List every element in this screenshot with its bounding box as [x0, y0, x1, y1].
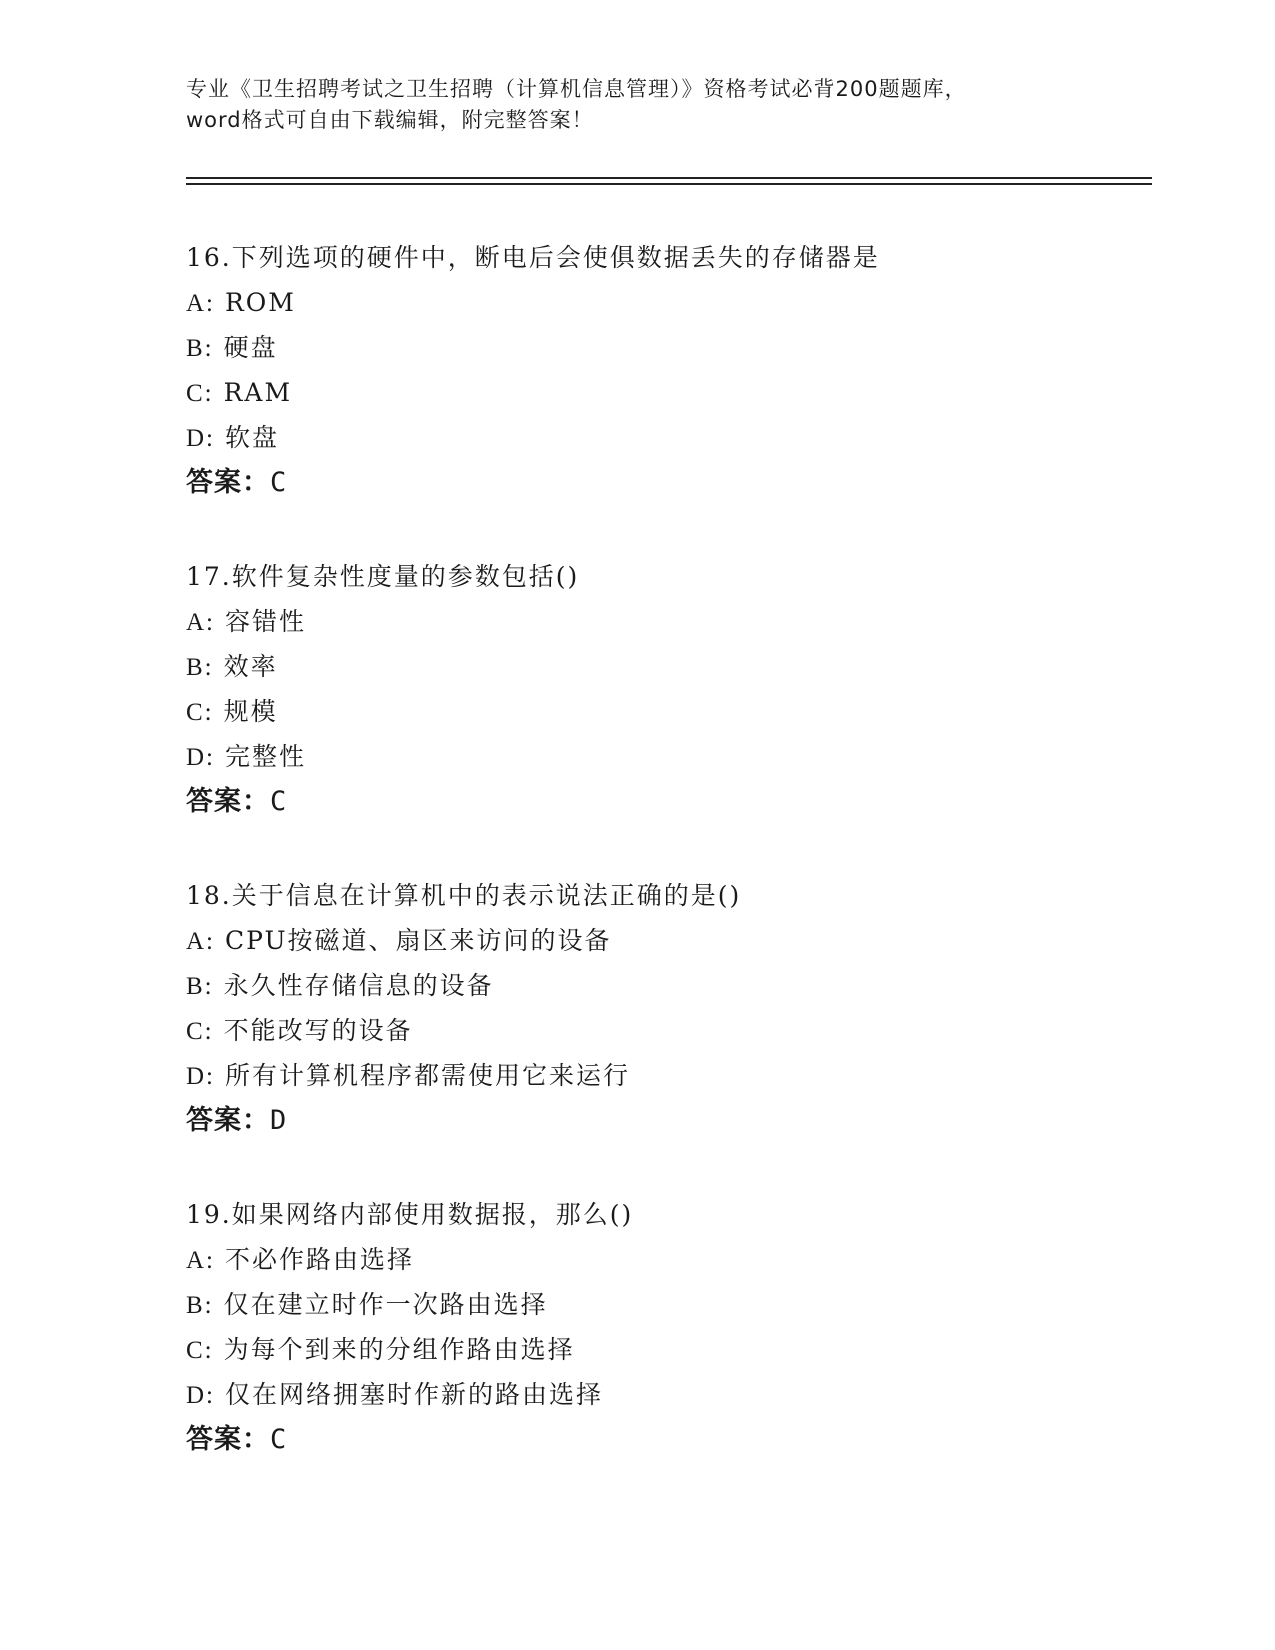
answer-label: 答案：	[186, 1105, 270, 1136]
option-c	[186, 370, 1146, 415]
question-18	[186, 873, 1146, 1192]
option-label: A:	[186, 1247, 215, 1274]
option-d	[186, 734, 1146, 779]
answer	[186, 779, 1146, 824]
option-b	[186, 644, 1146, 689]
option-text: 软盘	[224, 423, 279, 452]
option-label: D:	[186, 1063, 215, 1090]
answer-label: 答案：	[186, 786, 270, 817]
option-text: CPU按磁道、扇区来访问的设备	[224, 926, 612, 955]
answer-label: 答案：	[186, 1424, 270, 1455]
header-divider-bottom	[186, 183, 1152, 185]
option-text: 容错性	[224, 607, 306, 636]
option-b	[186, 325, 1146, 370]
question-19	[186, 1192, 1146, 1511]
option-text: 仅在建立时作一次路由选择	[223, 1290, 548, 1319]
option-label: B:	[186, 654, 214, 681]
option-a	[186, 918, 1146, 963]
option-text: 所有计算机程序都需使用它来运行	[224, 1061, 630, 1090]
option-a	[186, 599, 1146, 644]
option-text: 仅在网络拥塞时作新的路由选择	[224, 1380, 603, 1409]
option-label: B:	[186, 335, 214, 362]
option-label: D:	[186, 425, 215, 452]
question-stem: 18.关于信息在计算机中的表示说法正确的是()	[186, 881, 742, 910]
option-text: RAM	[223, 378, 293, 407]
option-d	[186, 415, 1146, 460]
option-text: 不必作路由选择	[224, 1245, 414, 1274]
option-text: 完整性	[224, 742, 306, 771]
header-line-2: word格式可自由下载编辑，附完整答案！	[186, 108, 594, 132]
header-divider-top	[186, 177, 1152, 179]
answer-value: C	[270, 786, 288, 817]
answer	[186, 1098, 1146, 1143]
option-b	[186, 1282, 1146, 1327]
option-a	[186, 1237, 1146, 1282]
question-stem: 17.软件复杂性度量的参数包括()	[186, 562, 580, 591]
option-label: C:	[186, 1018, 214, 1045]
option-text: 效率	[223, 652, 278, 681]
answer-value: C	[270, 1424, 288, 1455]
document-header	[186, 74, 1106, 136]
option-text: 为每个到来的分组作路由选择	[223, 1335, 575, 1364]
option-c	[186, 689, 1146, 734]
option-a	[186, 280, 1146, 325]
option-label: A:	[186, 928, 215, 955]
option-text: 永久性存储信息的设备	[223, 971, 494, 1000]
question-list	[186, 235, 1146, 1511]
option-label: C:	[186, 380, 214, 407]
option-text: 规模	[223, 697, 278, 726]
option-c	[186, 1327, 1146, 1372]
answer-value: D	[270, 1105, 288, 1136]
option-label: A:	[186, 609, 215, 636]
option-d	[186, 1053, 1146, 1098]
option-label: C:	[186, 1337, 214, 1364]
option-label: B:	[186, 1292, 214, 1319]
question-16	[186, 235, 1146, 554]
answer-value: C	[270, 467, 288, 498]
answer	[186, 460, 1146, 505]
question-17	[186, 554, 1146, 873]
option-text: ROM	[224, 288, 296, 317]
header-line-1: 专业《卫生招聘考试之卫生招聘（计算机信息管理）》资格考试必背200题题库，	[186, 77, 967, 101]
question-stem: 16.下列选项的硬件中，断电后会使俱数据丢失的存储器是	[186, 243, 880, 272]
option-label: B:	[186, 973, 214, 1000]
answer	[186, 1417, 1146, 1462]
answer-label: 答案：	[186, 467, 270, 498]
option-text: 不能改写的设备	[223, 1016, 413, 1045]
option-label: D:	[186, 1382, 215, 1409]
option-d	[186, 1372, 1146, 1417]
option-c	[186, 1008, 1146, 1053]
option-label: D:	[186, 744, 215, 771]
option-label: C:	[186, 699, 214, 726]
option-label: A:	[186, 290, 215, 317]
option-text: 硬盘	[223, 333, 278, 362]
question-stem: 19.如果网络内部使用数据报，那么()	[186, 1200, 634, 1229]
option-b	[186, 963, 1146, 1008]
